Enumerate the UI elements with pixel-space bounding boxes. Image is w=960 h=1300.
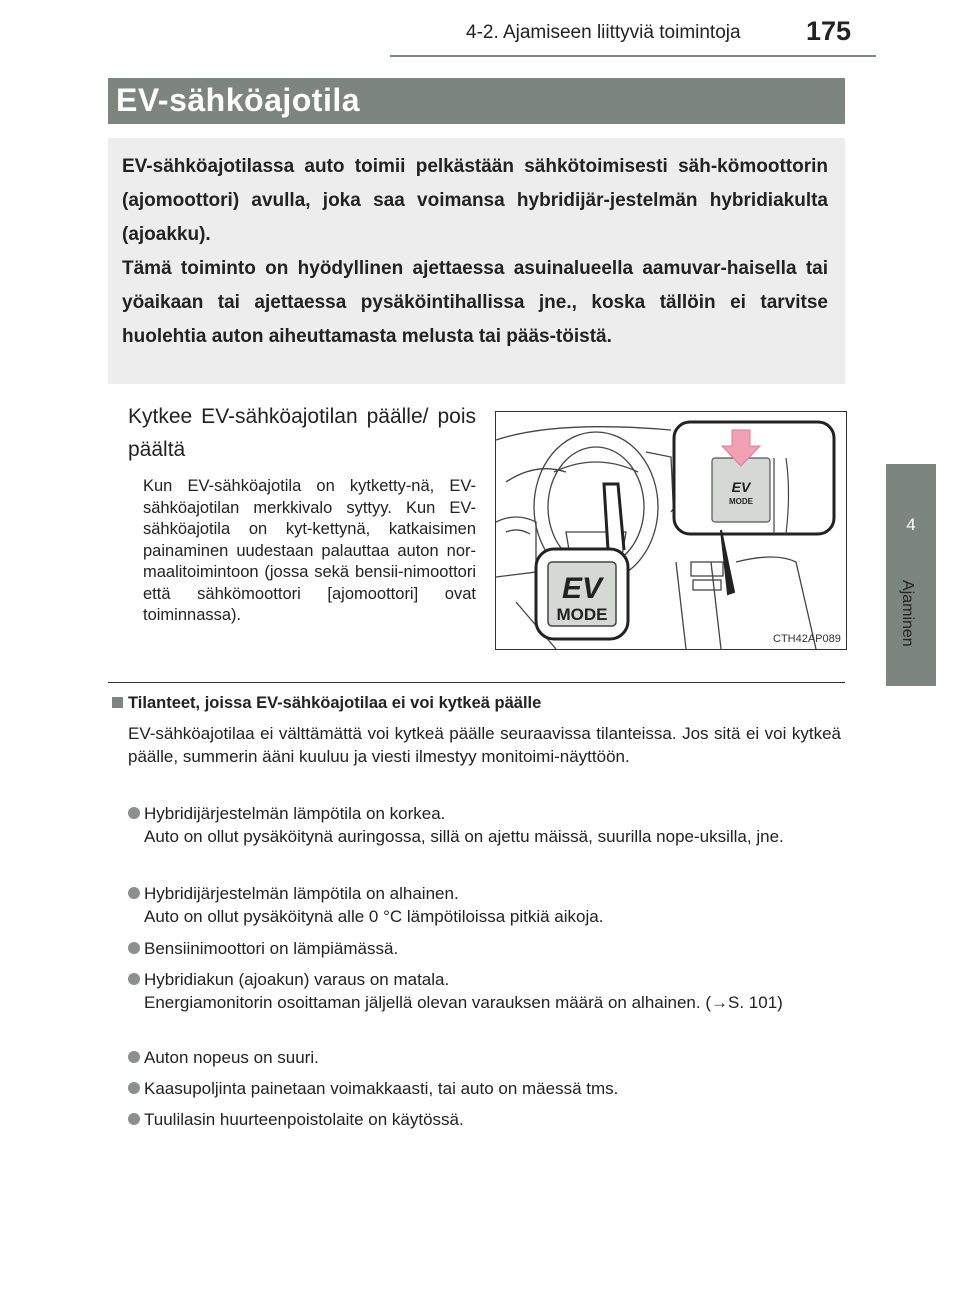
square-bullet-icon xyxy=(112,697,123,708)
list-item-head: Hybridijärjestelmän lämpötila on alhainen. xyxy=(144,884,459,903)
page-number: 175 xyxy=(806,16,852,46)
list-item xyxy=(128,882,841,928)
list-item xyxy=(128,1108,841,1131)
list-item-detail: Energiamonitorin osoittaman jäljellä olevan varauksen määrä on alhainen. (→S. 101) xyxy=(144,993,783,1012)
chapter-label: Ajaminen xyxy=(899,580,916,647)
intro-paragraph-2: Tämä toiminto on hyödyllinen ajettaessa asuinalueella aamuvar-haisella tai yöaikaan tai ajettaessa pysäköintihallissa jne., koska tällöin ei tarvitse huolehtia auton aiheuttamasta melusta tai pääs-töistä. xyxy=(122,258,828,347)
header-rule xyxy=(390,55,876,57)
bullet-dot-icon xyxy=(128,1113,140,1125)
ev-small-label: EV xyxy=(731,479,751,495)
list-item xyxy=(128,802,841,848)
bullet-dot-icon xyxy=(128,807,140,819)
bullet-dot-icon xyxy=(128,942,140,954)
list-item xyxy=(128,968,841,1014)
conditions-heading-text: Tilanteet, joissa EV-sähköajotilaa ei voi kytkeä päälle xyxy=(128,694,542,712)
section-separator xyxy=(108,682,845,683)
list-item-head: Kaasupoljinta painetaan voimakkaasti, tai auto on mäessä tms. xyxy=(144,1079,619,1098)
section-header: 4-2. Ajamiseen liittyviä toimintoja xyxy=(466,22,741,43)
list-item-head: Tuulilasin huurteenpoistolaite on käytössä. xyxy=(144,1110,464,1129)
list-item-head: Hybridijärjestelmän lämpötila on korkea. xyxy=(144,804,446,823)
switch-title: Kytkee EV-sähköajotilan päälle/ pois päältä xyxy=(128,405,476,461)
list-item-detail: Auto on ollut pysäköitynä auringossa, sillä on ajettu mäissä, suurilla nope-uksilla, jne. xyxy=(144,827,784,846)
dashboard-illustration xyxy=(496,412,846,649)
bullet-dot-icon xyxy=(128,973,140,985)
switch-description: Kun EV-sähköajotila on kytketty-nä, EV-sähköajotilan merkkivalo syttyy. Kun EV-sähköajotila on kyt-kettynä, katkaisimen painaminen uudestaan palauttaa auton nor-maalitoimintoon (jossa sekä bensii-nimoottori että sähkömoottori [ajomoottori] ovat toiminnassa). xyxy=(143,477,476,624)
conditions-intro: EV-sähköajotilaa ei välttämättä voi kytkeä päälle seuraavissa tilanteissa. Jos sitä ei voi kytkeä päälle, summerin ääni kuuluu ja viesti ilmestyy monitoimi-näyttöön. xyxy=(128,724,841,766)
mode-small-label: MODE xyxy=(729,497,753,506)
chapter-number: 4 xyxy=(906,515,916,534)
list-item-head: Auton nopeus on suuri. xyxy=(144,1048,319,1067)
mode-large-label: MODE xyxy=(556,605,608,624)
list-item xyxy=(128,937,841,960)
list-item xyxy=(128,1077,841,1100)
bullet-dot-icon xyxy=(128,1082,140,1094)
figure-code: CTH42AP089 xyxy=(773,633,841,645)
chapter-tab xyxy=(886,464,936,686)
list-item-head: Hybridiakun (ajoakun) varaus on matala. xyxy=(144,970,450,989)
page-title: EV-sähköajotila xyxy=(116,82,361,118)
ev-mode-figure xyxy=(495,411,847,650)
ev-large-label: EV xyxy=(561,572,603,605)
bullet-dot-icon xyxy=(128,887,140,899)
list-item xyxy=(128,1046,841,1069)
intro-paragraph-1: EV-sähköajotilassa auto toimii pelkästään sähkötoimisesti säh-kömoottorin (ajomoottori) avulla, joka saa voimansa hybridijär-jestelmän hybridiakulta (ajoakku). xyxy=(122,156,828,245)
list-item-head: Bensiinimoottori on lämpiämässä. xyxy=(144,939,399,958)
conditions-heading xyxy=(112,694,541,713)
list-item-detail: Auto on ollut pysäköitynä alle 0 °C lämpötiloissa pitkiä aikoja. xyxy=(144,907,604,926)
bullet-dot-icon xyxy=(128,1051,140,1063)
